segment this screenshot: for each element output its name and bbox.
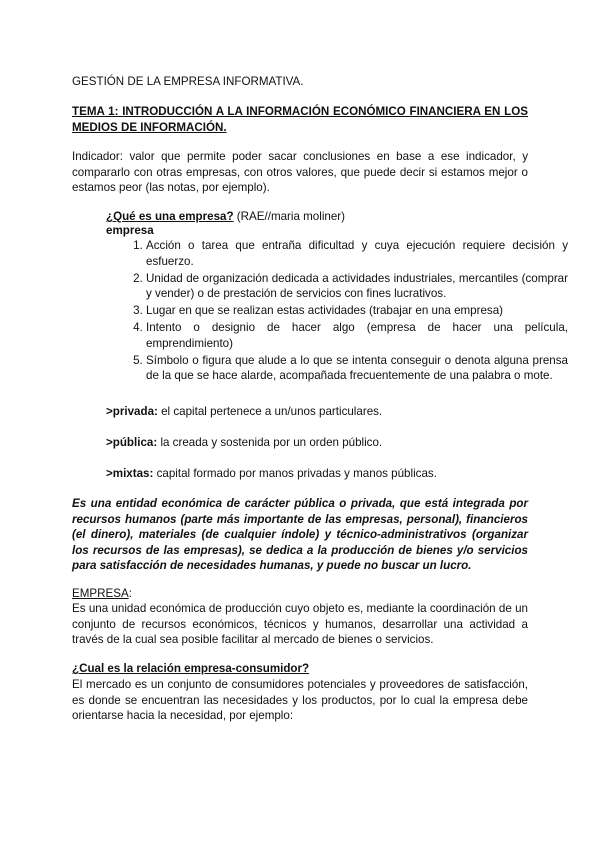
empresa-paragraph: Es una unidad económica de producción cuyo objeto es, mediante la coordinación de un conjunto de recursos económicos, técnicos y humanos, desarrollar una actividad a través de la cual sea posible facilitar al mercado de bienes o servicios. (72, 602, 528, 646)
type-text: la creada y sostenida por un orden público. (157, 436, 383, 449)
empresa-heading-line (72, 586, 528, 602)
indicador-paragraph: Indicador: valor que permite poder sacar conclusiones en base a ese indicador, y compararlo con otras empresas, con otros valores, que puede decir si estamos mejor o estamos peor (las notas, por ejemplo). (72, 150, 528, 194)
definition-item: 4. Intento o designio de hacer algo (empresa de hacer una película, emprendimiento) (146, 320, 568, 351)
entity-paragraph: Es una entidad económica de carácter pública o privada, que está integrada por recursos humanos (parte más importante de las empresas, personal), financieros (el dinero), materiales (de cualquier índole) y técnico-administrativos (organizar los recursos de las empresas), se dedica a la producción de bienes y/o servicios para satisfacción de necesidades humanas, y puede no buscar un lucro. (72, 497, 528, 572)
definition-item: 2. Unidad de organización dedicada a actividades industriales, mercantiles (comprar y vender) o de prestación de servicios con fines lucrativos. (146, 271, 568, 302)
empresa-heading: EMPRESA (72, 587, 129, 600)
question-source: (RAE//maria moliner) (233, 210, 346, 223)
definition-item: 1. Acción o tarea que entraña dificultad y cuya ejecución requiere decisión y esfuerzo. (146, 238, 568, 269)
empresa-heading-colon: : (128, 587, 132, 600)
type-label: >pública: (106, 436, 158, 449)
empresa-word: empresa (106, 224, 154, 237)
type-publica (106, 435, 528, 451)
tema-title: TEMA 1: INTRODUCCIÓN A LA INFORMACIÓN ECONÓMICO FINANCIERA EN LOS MEDIOS DE INFORMACIÓN. (72, 105, 528, 134)
relation-paragraph: El mercado es un conjunto de consumidores potenciales y proveedores de satisfacción, es donde se encuentran las necesidades y los productos, por lo cual la empresa debe orientarse hacia la necesidad, por ejemplo: (72, 678, 528, 722)
definition-item: 3. Lugar en que se realizan estas actividades (trabajar en una empresa) (146, 303, 568, 319)
document-header: GESTIÓN DE LA EMPRESA INFORMATIVA. (72, 75, 304, 88)
question-empresa: ¿Qué es una empresa? (106, 210, 234, 223)
definition-list (106, 238, 568, 385)
relation-heading: ¿Cual es la relación empresa-consumidor? (72, 662, 310, 675)
type-mixtas (106, 466, 528, 482)
type-text: el capital pertenece a un/unos particulares. (157, 405, 383, 418)
definition-item: 5. Símbolo o figura que alude a lo que se intenta conseguir o denota alguna prensa de la que se hace alarde, acompañada frecuentemente de una palabra o mote. (146, 353, 568, 384)
type-privada (106, 404, 528, 420)
type-text: capital formado por manos privadas y manos públicas. (153, 467, 437, 480)
type-label: >privada: (106, 405, 158, 418)
type-label: >mixtas: (106, 467, 154, 480)
